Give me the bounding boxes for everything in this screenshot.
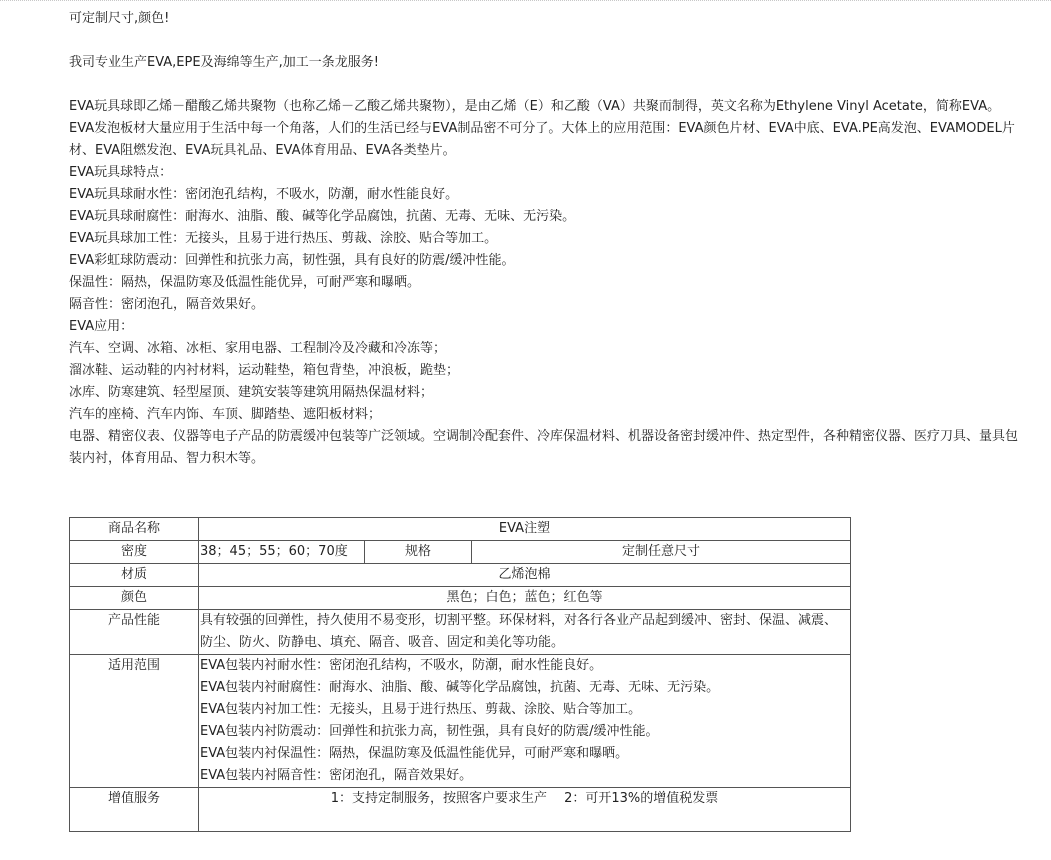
label-service: 增值服务 bbox=[70, 788, 199, 832]
paragraph-shock-resistance: EVA彩虹球防震动：回弹性和抗张力高，韧性强，具有良好的防震/缓冲性能。 bbox=[69, 253, 515, 268]
value-color: 黑色；白色；蓝色；红色等 bbox=[199, 587, 851, 610]
label-density: 密度 bbox=[70, 541, 199, 564]
label-color: 颜色 bbox=[70, 587, 199, 610]
paragraph-insulation: 保温性：隔热，保温防寒及低温性能优异，可耐严寒和曝晒。 bbox=[69, 275, 421, 290]
value-spec: 定制任意尺寸 bbox=[472, 541, 851, 564]
paragraph-water-resistance: EVA玩具球耐水性：密闭泡孔结构，不吸水，防潮，耐水性能良好。 bbox=[69, 187, 459, 202]
paragraph-usage-shoes: 溜冰鞋、运动鞋的内衬材料，运动鞋垫，箱包背垫，冲浪板，跪垫； bbox=[69, 363, 460, 378]
paragraph-usage-buildings: 冰库、防寒建筑、轻型屋顶、建筑安装等建筑用隔热保温材料； bbox=[69, 385, 434, 400]
top-divider bbox=[0, 0, 1051, 1]
paragraph-corrosion-resistance: EVA玩具球耐腐性：耐海水、油脂、酸、碱等化学品腐蚀，抗菌、无毒、无味、无污染。 bbox=[69, 209, 576, 224]
scope-line: EVA包装内衬加工性：无接头，且易于进行热压、剪裁、涂胶、贴合等加工。 bbox=[200, 702, 642, 717]
scope-line: EVA包装内衬耐水性：密闭泡孔结构，不吸水，防潮，耐水性能良好。 bbox=[200, 658, 603, 673]
label-product-name: 商品名称 bbox=[70, 518, 199, 541]
value-scope bbox=[199, 655, 851, 788]
scope-line: EVA包装内衬耐腐性：耐海水、油脂、酸、碱等化学品腐蚀，抗菌、无毒、无味、无污染。 bbox=[200, 680, 720, 695]
paragraph-processability: EVA玩具球加工性：无接头，且易于进行热压、剪裁、涂胶、贴合等加工。 bbox=[69, 231, 498, 246]
scope-line: EVA包装内衬隔音性：密闭泡孔，隔音效果好。 bbox=[200, 768, 473, 783]
intro-line-company: 我司专业生产EVA,EPE及海绵等生产,加工一条龙服务! bbox=[69, 55, 379, 70]
paragraph-features-heading: EVA玩具球特点： bbox=[69, 165, 173, 180]
table-row-material bbox=[70, 564, 851, 587]
scope-line: EVA包装内衬保温性：隔热，保温防寒及低温性能优异，可耐严寒和曝晒。 bbox=[200, 746, 629, 761]
product-spec-table bbox=[69, 517, 851, 832]
table-row-color bbox=[70, 587, 851, 610]
label-spec: 规格 bbox=[365, 541, 472, 564]
value-density: 38；45；55；60；70度 bbox=[199, 541, 365, 564]
paragraph-definition: EVA玩具球即乙烯－醋酸乙烯共聚物（也称乙烯－乙酸乙烯共聚物），是由乙烯（E）和乙酸（VA）共聚而制得，英文名称为Ethylene Vinyl Acetate，简称EVA。 bbox=[69, 99, 1001, 114]
table-row-product-name bbox=[70, 518, 851, 541]
paragraph-usage-cars: 汽车的座椅、汽车内饰、车顶、脚踏垫、遮阳板材料； bbox=[69, 407, 382, 422]
value-material: 乙烯泡棉 bbox=[199, 564, 851, 587]
paragraph-usage-appliances: 汽车、空调、冰箱、冰柜、家用电器、工程制冷及冷藏和冷冻等； bbox=[69, 341, 447, 356]
table-row-density bbox=[70, 541, 851, 564]
scope-line: EVA包装内衬防震动：回弹性和抗张力高，韧性强，具有良好的防震/缓冲性能。 bbox=[200, 724, 659, 739]
value-performance: 具有较强的回弹性，持久使用不易变形，切割平整。环保材料，对各行各业产品起到缓冲、密封、保温、减震、防尘、防火、防静电、填充、隔音、吸音、固定和美化等功能。 bbox=[199, 610, 851, 655]
table-row-performance bbox=[70, 610, 851, 655]
table-row-service bbox=[70, 788, 851, 832]
label-performance: 产品性能 bbox=[70, 610, 199, 655]
intro-line-customize: 可定制尺寸,颜色! bbox=[69, 11, 170, 26]
paragraph-usage-heading: EVA应用： bbox=[69, 319, 134, 334]
value-service: 1：支持定制服务，按照客户要求生产 2：可开13%的增值税发票 bbox=[199, 788, 851, 832]
paragraph-sound-insulation: 隔音性：密闭泡孔，隔音效果好。 bbox=[69, 297, 265, 312]
label-material: 材质 bbox=[70, 564, 199, 587]
value-product-name: EVA注塑 bbox=[199, 518, 851, 541]
paragraph-applications: EVA发泡板材大量应用于生活中每一个角落，人们的生活已经与EVA制品密不可分了。大体上的应用范围：EVA颜色片材、EVA中底、EVA.PE高发泡、EVAMODEL片材、EVA阻燃发泡、EVA玩具礼品、EVA体育用品、EVA各类垫片。 bbox=[69, 121, 1015, 158]
label-scope: 适用范围 bbox=[70, 655, 199, 788]
table-row-scope bbox=[70, 655, 851, 788]
description-text bbox=[69, 8, 1029, 470]
paragraph-usage-electronics: 电器、精密仪表、仪器等电子产品的防震缓冲包装等广泛领域。空调制冷配套件、冷库保温材料、机器设备密封缓冲件、热定型件，各种精密仪器、医疗刀具、量具包装内衬，体育用品、智力积木等。 bbox=[69, 429, 1019, 466]
